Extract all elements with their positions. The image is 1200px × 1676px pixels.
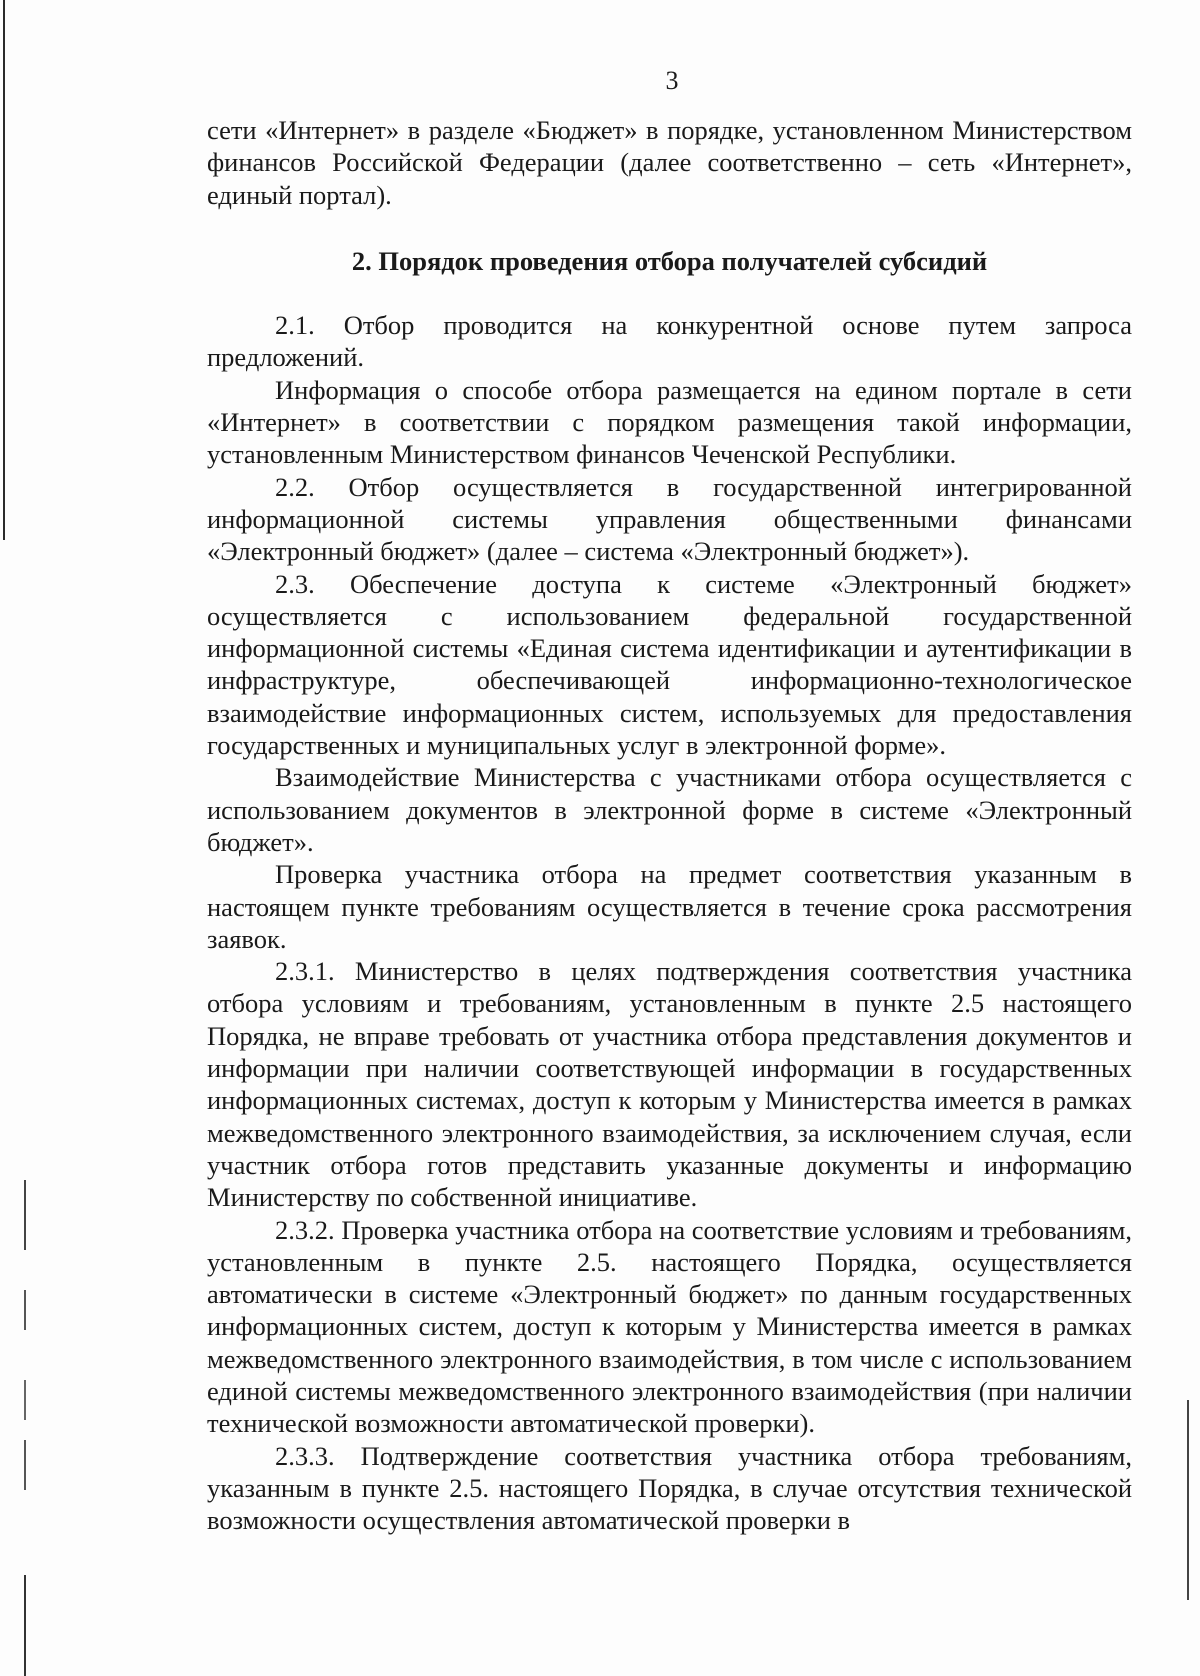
scan-edge-mark [24,1290,26,1330]
paragraph-info-method: Информация о способе отбора размещается на едином портале в сети «Интернет» в соответствии с порядком размещения такой информации, установленным Министерством финансов Чеченской Республики. [207,374,1132,470]
paragraph-interaction: Взаимодействие Министерства с участниками отбора осуществляется с использованием документов в электронной форме в системе «Электронный бюджет». [207,762,1132,857]
paragraph-2-1: 2.1. Отбор проводится на конкурентной основе путем запроса предложений. [207,310,1132,373]
scan-edge-line [3,0,5,540]
section-heading: 2. Порядок проведения отбора получателей субсидий [351,245,988,276]
scan-edge-mark [24,1380,26,1420]
paragraph-2-3-3: 2.3.3. Подтверждение соответствия участника отбора требованиям, указанным в пункте 2.5. настоящего Порядка, в случае отсутствия технической возможности осуществления автоматической проверки в [207,1440,1132,1536]
paragraph-2-3-1: 2.3.1. Министерство в целях подтверждения соответствия участника отбора условиям и требованиям, установленным в пункте 2.5 настоящего Порядка, не вправе требовать от участника отбора представления документов и информации при наличии соответствующей информации в государственных информационных системах, доступ к которым у Министерства имеется в рамках межведомственного электронного взаимодействия, за исключением случая, если участник отбора готов представить указанные документы и информацию Министерству по собственной инициативе. [207,956,1132,1213]
intro-paragraph: сети «Интернет» в разделе «Бюджет» в порядке, установленном Министерством финансов Российской Федерации (далее соответственно – сеть «Интернет», единый портал). [207,115,1132,210]
paragraph-verification: Проверка участника отбора на предмет соответствия указанным в настоящем пункте требованиям осуществляется в течение срока рассмотрения заявок. [207,859,1132,954]
scan-edge-mark [24,1575,26,1676]
scan-edge-mark [1187,1400,1189,1600]
scan-edge-mark [24,1180,26,1250]
paragraph-2-3: 2.3. Обеспечение доступа к системе «Электронный бюджет» осуществляется с использованием федеральной государственной информационной системы «Единая система идентификации и аутентификации в инфраструктуре, обеспечивающей информационно-технологическое взаимодействие информационных систем, используемых для предоставления государственных и муниципальных услуг в электронной форме». [207,568,1132,761]
paragraph-2-3-2: 2.3.2. Проверка участника отбора на соответствие условиям и требованиям, установленным в пункте 2.5. настоящего Порядка, осуществляется автоматически в системе «Электронный бюджет» по данным государственных информационных систем, доступ к которым у Министерства имеется в рамках межведомственного электронного взаимодействия, в том числе с использованием единой системы межведомственного электронного взаимодействия (при наличии технической возможности автоматической проверки). [207,1214,1132,1439]
paragraph-2-2: 2.2. Отбор осуществляется в государственной интегрированной информационной системы управления общественными финансами «Электронный бюджет» (далее – система «Электронный бюджет»). [207,471,1132,567]
page-number: 3 [665,66,679,95]
document-body [207,114,1132,1536]
scan-edge-mark [24,1440,26,1490]
